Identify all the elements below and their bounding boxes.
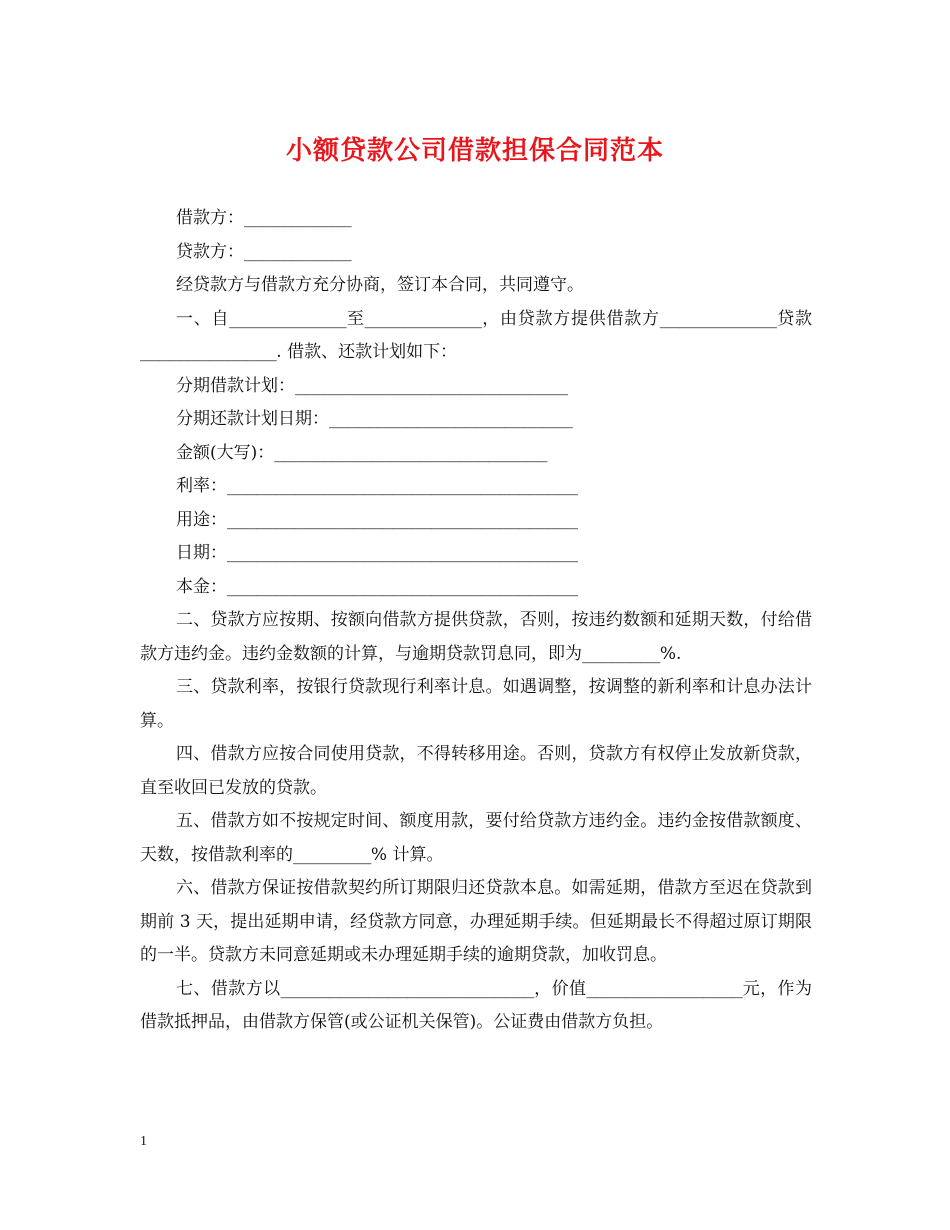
plan-label: 分期还款计划日期： — [176, 409, 329, 429]
clause-1-blank-amount: ____________ — [659, 308, 777, 329]
clause-2 — [140, 604, 812, 671]
clause-1-blank-start: ____________ — [229, 308, 347, 329]
clause-2-text: 二、贷款方应按期、按额向借款方提供贷款，否则，按违约数额和延期天数，付给借款方违约金。违约金数额的计算，与逾期贷款罚息同，即为 — [140, 610, 812, 664]
plan-label: 用途： — [176, 509, 227, 530]
clause-6: 六、借款方保证按借款契约所订期限归还贷款本息。如需延期，借款方至迟在贷款到期前 3 天，提出延期申请，经贷款方同意，办理延期手续。但延期最长不得超过原订期限的一半。贷款方未同意延期或未办理延期手续的逾期贷款，加收罚息。 — [140, 878, 812, 965]
plan-label: 金额(大写)： — [176, 442, 275, 463]
clause-7-blank-collateral: __________________________ — [280, 978, 534, 999]
clause-4: 四、借款方应按合同使用贷款，不得转移用途。否则，贷款方有权停止发放新贷款，直至收回已发放的贷款。 — [140, 744, 812, 798]
plan-field-installment-borrowing — [140, 370, 812, 404]
plan-blank: ____________________________________ — [227, 576, 578, 597]
clause-7 — [140, 973, 812, 1040]
plan-label: 本金： — [176, 576, 227, 597]
clause-1 — [140, 303, 812, 370]
clause-2-tail: %. — [659, 643, 682, 664]
borrower-field — [140, 202, 812, 236]
clause-5-text: 五、借款方如不按规定时间、额度用款，要付给贷款方违约金。违约金按借款额度、天数，按借款利率的 — [140, 811, 812, 865]
clause-1-text-b: 至 — [346, 308, 365, 329]
clause-5-tail: % 计算。 — [370, 844, 444, 865]
plan-field-principal — [140, 571, 812, 605]
plan-blank: ____________________________________ — [227, 543, 578, 563]
clause-1-text-e: . 借款、还款计划如下： — [276, 342, 458, 362]
plan-blank: ____________________________________ — [227, 509, 578, 530]
plan-label: 利率： — [176, 476, 227, 496]
clause-7-text-c: 元，作为借款抵押品，由借款方保管(或公证机关保管)。公证费由借款方负担。 — [140, 978, 812, 1032]
clause-7-text-b: ，价值 — [533, 978, 587, 999]
clause-1-text-d: 贷款 — [776, 308, 813, 329]
document-title: 小额贷款公司借款担保合同范本 — [285, 136, 664, 166]
lender-label: 贷款方： — [176, 241, 244, 262]
lender-field — [140, 236, 812, 270]
clause-3: 三、贷款利率，按银行贷款现行利率计息。如遇调整，按调整的新利率和计息办法计算。 — [140, 677, 812, 731]
borrower-blank: ___________ — [244, 208, 352, 228]
plan-field-amount — [140, 437, 812, 471]
plan-blank: _________________________ — [329, 409, 573, 429]
plan-field-interest-rate — [140, 470, 812, 504]
clause-5 — [140, 805, 812, 872]
borrower-label: 借款方： — [176, 208, 244, 228]
plan-blank: ____________________________ — [274, 442, 547, 463]
plan-field-purpose — [140, 504, 812, 538]
clause-5-blank: ________ — [293, 844, 371, 865]
document-body — [140, 202, 812, 1040]
clause-7-blank-value: ________________ — [586, 978, 743, 999]
clause-1-blank-extra: ______________ — [140, 342, 277, 362]
clause-1-blank-end: ____________ — [364, 308, 482, 329]
clause-2-blank: ________ — [582, 643, 660, 664]
plan-blank: ____________________________________ — [227, 476, 578, 496]
plan-label: 分期借款计划： — [176, 375, 295, 396]
lender-blank: ___________ — [244, 241, 352, 262]
plan-field-date — [140, 537, 812, 571]
clause-7-text-a: 七、借款方以 — [176, 978, 281, 999]
clause-1-text-c: ，由贷款方提供借款方 — [481, 308, 660, 329]
intro-paragraph: 经贷款方与借款方充分协商，签订本合同，共同遵守。 — [176, 275, 584, 295]
plan-label: 日期： — [176, 543, 227, 563]
plan-blank: ____________________________ — [295, 375, 568, 396]
plan-field-repayment-date — [140, 403, 812, 437]
clause-1-text-a: 一、自 — [176, 308, 230, 329]
page-number: 1 — [140, 1134, 147, 1149]
